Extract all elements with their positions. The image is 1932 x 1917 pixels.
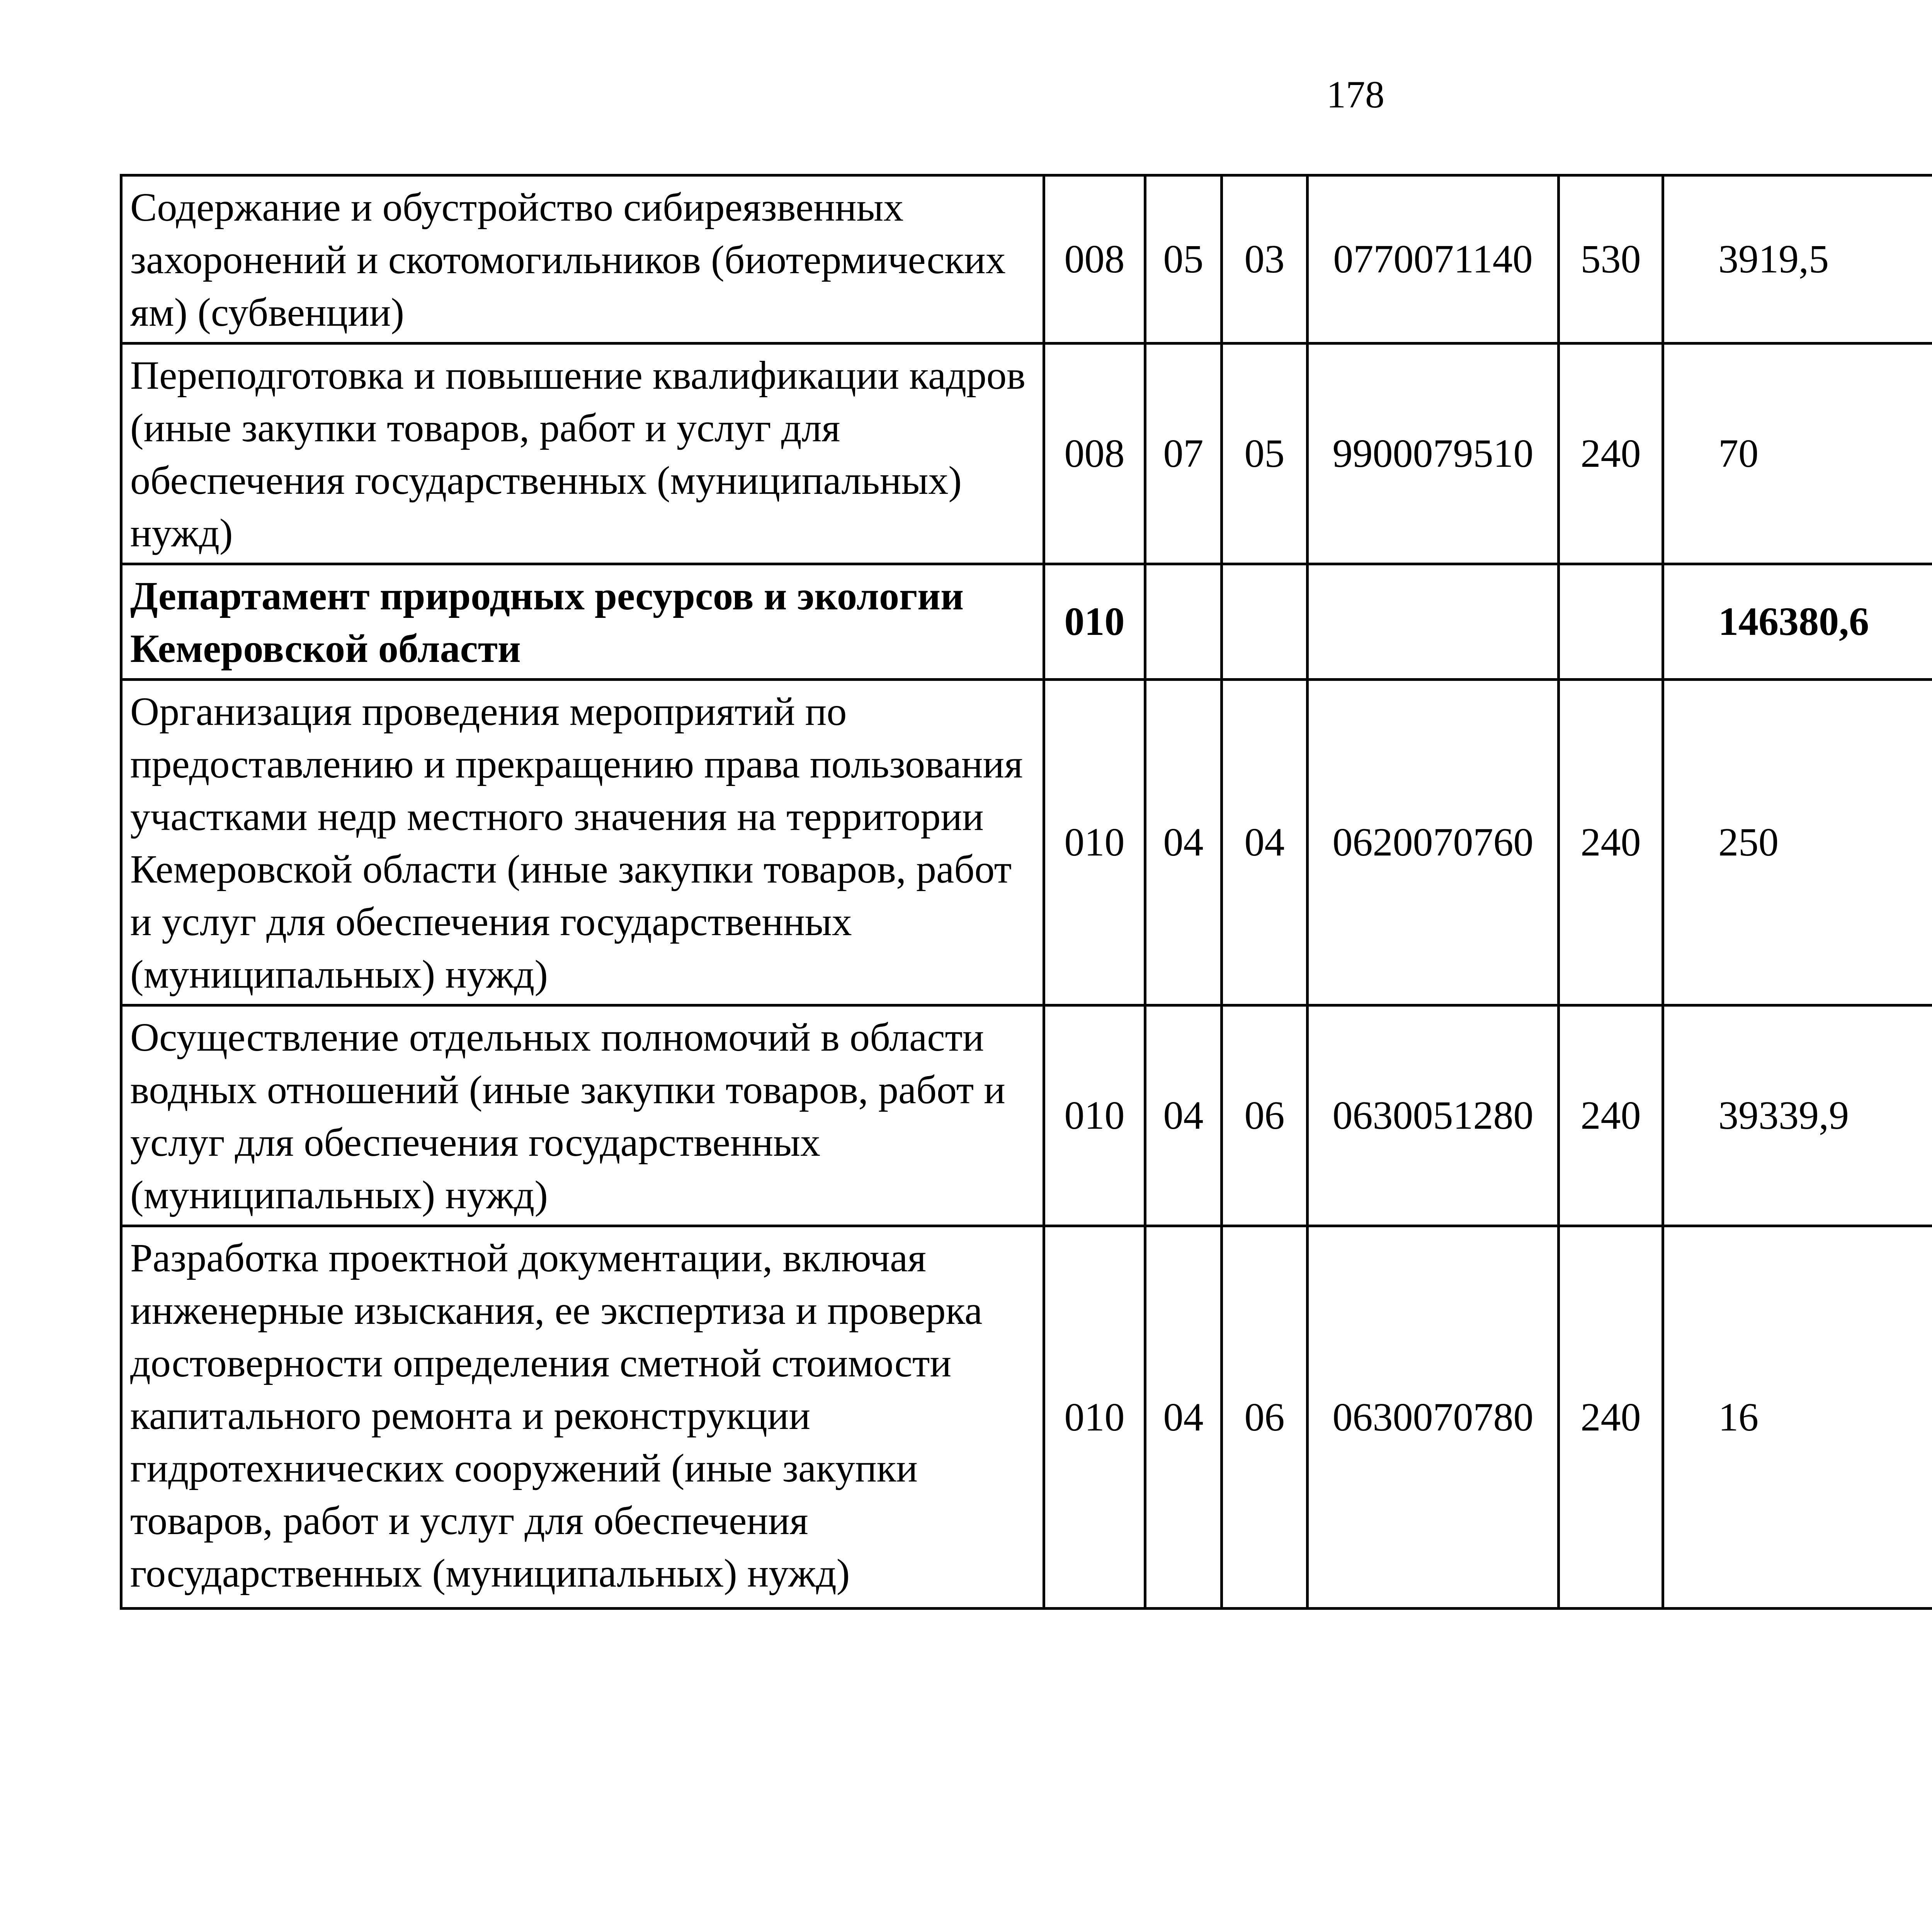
subsection-cell: 06 bbox=[1222, 1005, 1308, 1226]
subsection-cell bbox=[1222, 564, 1308, 680]
subsection-cell: 04 bbox=[1222, 680, 1308, 1005]
target-article-cell: 0770071140 bbox=[1308, 175, 1559, 344]
target-article-cell bbox=[1308, 564, 1559, 680]
table-row bbox=[121, 344, 1932, 564]
table-row bbox=[121, 1226, 1932, 1609]
amount-1-cell: 70 bbox=[1663, 344, 1932, 564]
budget-table bbox=[120, 174, 1932, 1610]
ministry-code-cell: 010 bbox=[1044, 680, 1145, 1005]
ministry-code-cell: 008 bbox=[1044, 344, 1145, 564]
description-cell: Разработка проектной документации, включая инженерные изыскания, ее экспертиза и проверка достоверности определения сметной стоимости капитального ремонта и реконструкции гидротехнических сооружений (иные закупки товаров, работ и услуг для обеспечения государственных (муниципальных) нужд) bbox=[121, 1226, 1044, 1609]
expense-type-cell: 240 bbox=[1559, 1005, 1663, 1226]
section-cell: 04 bbox=[1145, 680, 1222, 1005]
section-cell: 05 bbox=[1145, 175, 1222, 344]
section-cell: 04 bbox=[1145, 1226, 1222, 1609]
expense-type-cell: 240 bbox=[1559, 680, 1663, 1005]
subsection-cell: 06 bbox=[1222, 1226, 1308, 1609]
amount-1-cell: 16 bbox=[1663, 1226, 1932, 1609]
table-row-department-total bbox=[121, 564, 1932, 680]
subsection-cell: 05 bbox=[1222, 344, 1308, 564]
ministry-code-cell: 008 bbox=[1044, 175, 1145, 344]
expense-type-cell: 240 bbox=[1559, 1226, 1663, 1609]
expense-type-cell bbox=[1559, 564, 1663, 680]
expense-type-cell: 530 bbox=[1559, 175, 1663, 344]
amount-1-cell: 3919,5 bbox=[1663, 175, 1932, 344]
target-article-cell: 0630051280 bbox=[1308, 1005, 1559, 1226]
expense-type-cell: 240 bbox=[1559, 344, 1663, 564]
section-cell bbox=[1145, 564, 1222, 680]
target-article-cell: 0620070760 bbox=[1308, 680, 1559, 1005]
description-cell: Переподготовка и повышение квалификации кадров (иные закупки товаров, работ и услуг для обеспечения государственных (муниципальных) нужд) bbox=[121, 344, 1044, 564]
section-cell: 07 bbox=[1145, 344, 1222, 564]
table-row bbox=[121, 1005, 1932, 1226]
amount-1-cell: 39339,9 bbox=[1663, 1005, 1932, 1226]
ministry-code-cell: 010 bbox=[1044, 564, 1145, 680]
amount-1-cell: 146380,6 bbox=[1663, 564, 1932, 680]
description-cell: Содержание и обустройство сибиреязвенных захоронений и скотомогильников (биотермических ям) (субвенции) bbox=[121, 175, 1044, 344]
section-cell: 04 bbox=[1145, 1005, 1222, 1226]
table-row bbox=[121, 175, 1932, 344]
description-cell: Осуществление отдельных полномочий в области водных отношений (иные закупки товаров, работ и услуг для обеспечения государственных (муниципальных) нужд) bbox=[121, 1005, 1044, 1226]
page-number: 178 bbox=[1327, 73, 1384, 116]
table-row bbox=[121, 680, 1932, 1005]
target-article-cell: 9900079510 bbox=[1308, 344, 1559, 564]
description-cell: Департамент природных ресурсов и экологии Кемеровской области bbox=[121, 564, 1044, 680]
ministry-code-cell: 010 bbox=[1044, 1226, 1145, 1609]
target-article-cell: 0630070780 bbox=[1308, 1226, 1559, 1609]
amount-1-cell: 250 bbox=[1663, 680, 1932, 1005]
subsection-cell: 03 bbox=[1222, 175, 1308, 344]
ministry-code-cell: 010 bbox=[1044, 1005, 1145, 1226]
description-cell: Организация проведения мероприятий по предоставлению и прекращению права пользования участками недр местного значения на территории Кемеровской области (иные закупки товаров, работ и услуг для обеспечения государственных (муниципальных) нужд) bbox=[121, 680, 1044, 1005]
